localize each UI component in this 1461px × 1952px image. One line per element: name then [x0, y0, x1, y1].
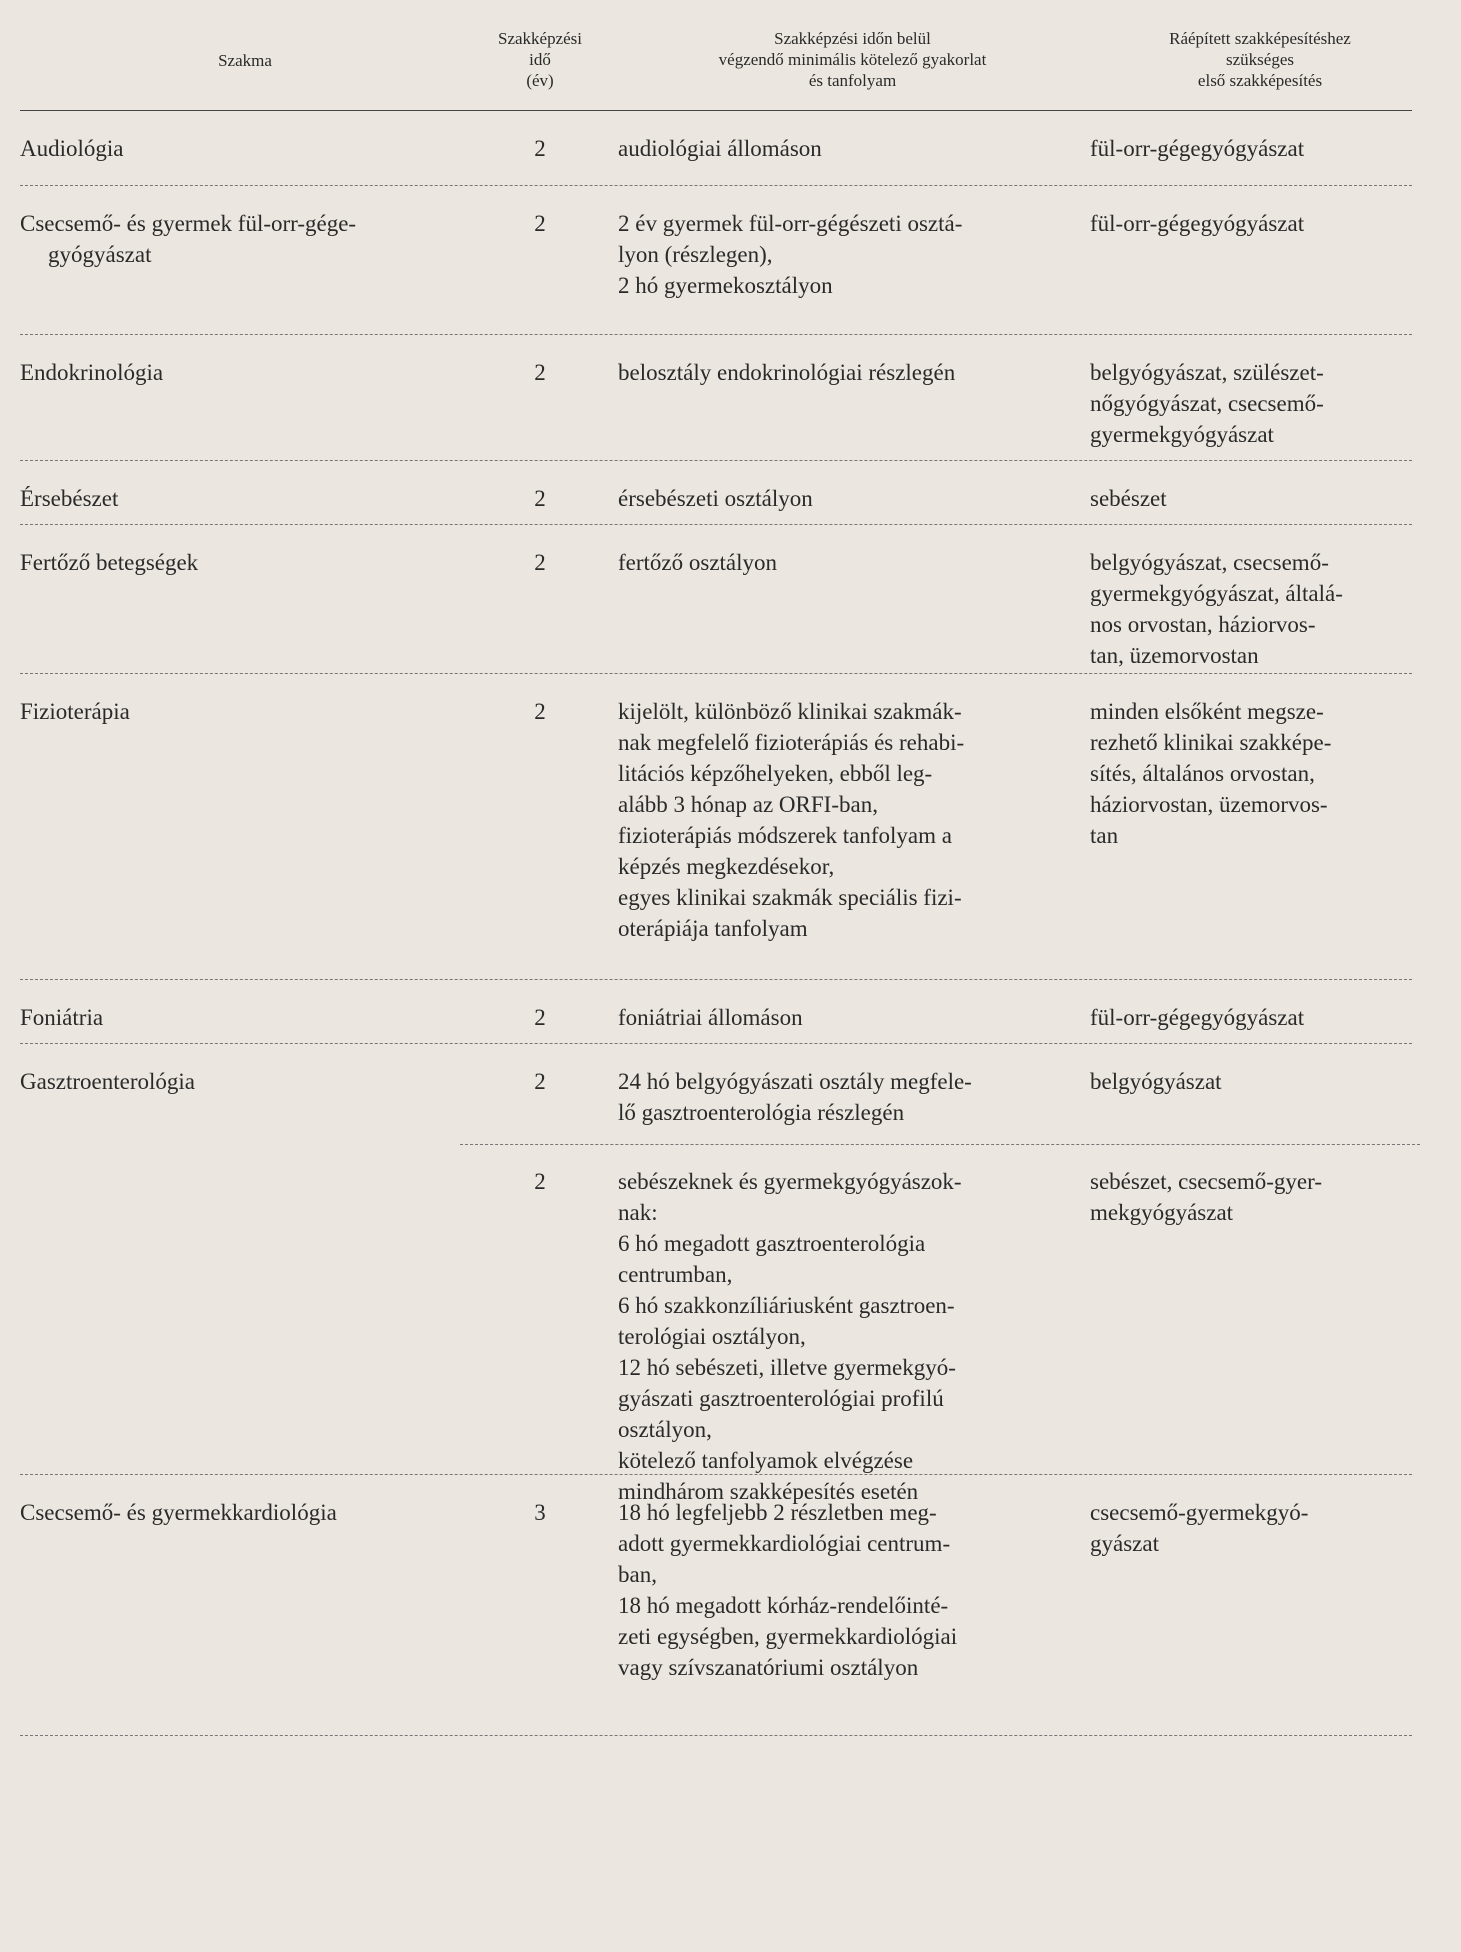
cell-line: 2 hó gyermekosztályon [618, 273, 833, 298]
duration-years [520, 1497, 560, 1528]
cell-line: 12 hó sebészeti, illetve gyermekgyó- [618, 1355, 956, 1380]
training-requirements [618, 1166, 1073, 1507]
cell-line: fizioterápiás módszerek tanfolyam a [618, 823, 952, 848]
table-row [20, 461, 1412, 525]
specialty-name [20, 483, 470, 514]
header-duration: Szakképzési idő (év) [497, 29, 583, 90]
table-body [20, 111, 1412, 1736]
training-requirements [618, 483, 1073, 514]
specialty-name [20, 133, 470, 164]
specialty-name [20, 547, 470, 578]
cell-line: 2 év gyermek fül-orr-gégészeti osztá- [618, 211, 963, 236]
cell-line: lő gasztroenterológia részlegén [618, 1100, 905, 1125]
specialty-name [20, 696, 470, 727]
table-row [20, 674, 1412, 980]
cell-line: 2 [534, 1169, 546, 1194]
cell-line: sítés, általános orvostan, [1090, 761, 1315, 786]
duration-years [520, 133, 560, 164]
table-row [20, 980, 1412, 1044]
duration-years [520, 1166, 560, 1197]
prerequisite-qualification [1090, 483, 1420, 514]
prerequisite-qualification [1090, 133, 1420, 164]
prerequisite-qualification [1090, 1497, 1420, 1559]
prerequisite-qualification [1090, 1002, 1420, 1033]
cell-line: tan [1090, 823, 1119, 848]
cell-line: mekgyógyászat [1090, 1200, 1234, 1225]
cell-line: Gasztroenterológia [20, 1069, 195, 1094]
cell-line: foniátriai állomáson [618, 1005, 803, 1030]
cell-line: egyes klinikai szakmák speciális fizi- [618, 885, 962, 910]
cell-line: sebészet, csecsemő-gyer- [1090, 1169, 1322, 1194]
header-prerequisite: Ráépített szakképesítéshez szükséges első szakképesítés [1169, 29, 1351, 90]
cell-line: mindhárom szakképesítés esetén [618, 1479, 919, 1504]
cell-line: 2 [534, 211, 546, 236]
cell-line: Csecsemő- és gyermekkardiológia [20, 1500, 337, 1525]
specialty-name [20, 208, 470, 270]
cell-line: 3 [534, 1500, 546, 1525]
cell-line: Érsebészet [20, 486, 119, 511]
cell-line: gyászat [1090, 1531, 1159, 1556]
cell-line: 2 [534, 699, 546, 724]
cell-line: sebészet [1090, 486, 1167, 511]
training-requirements [618, 696, 1073, 944]
cell-line: 6 hó megadott gasztroenterológia [618, 1231, 926, 1256]
cell-line: Endokrinológia [20, 360, 164, 385]
cell-line: 18 hó legfeljebb 2 részletben meg- [618, 1500, 937, 1525]
cell-line: nak megfelelő fizioterápiás és rehabi- [618, 730, 965, 755]
cell-line: háziorvostan, üzemorvos- [1090, 792, 1328, 817]
cell-line: kötelező tanfolyamok elvégzése [618, 1448, 914, 1473]
cell-line: terológiai osztályon, [618, 1324, 806, 1349]
duration-years [520, 547, 560, 578]
cell-line: fül-orr-gégegyógyászat [1090, 136, 1305, 161]
cell-line: belosztály endokrinológiai részlegén [618, 360, 956, 385]
table-row [20, 525, 1412, 674]
cell-line: nőgyógyászat, csecsemő- [1090, 391, 1324, 416]
cell-line: sebészeknek és gyermekgyógyászok- [618, 1169, 962, 1194]
duration-years [520, 208, 560, 239]
cell-line: lyon (részlegen), [618, 242, 773, 267]
cell-line: nak: [618, 1200, 658, 1225]
sub-row-separator [460, 1144, 1420, 1145]
cell-line: rezhető klinikai szakképe- [1090, 730, 1332, 755]
cell-line: 2 [534, 360, 546, 385]
cell-line: Audiológia [20, 136, 124, 161]
cell-line: 24 hó belgyógyászati osztály megfele- [618, 1069, 972, 1094]
header-specialty: Szakma [218, 51, 272, 70]
cell-line: képzés megkezdésekor, [618, 854, 835, 879]
table-row [20, 186, 1412, 335]
cell-line: 2 [534, 486, 546, 511]
duration-years [520, 357, 560, 388]
cell-line: nos orvostan, háziorvos- [1090, 612, 1316, 637]
table-row [20, 111, 1412, 186]
table-row [20, 1144, 1412, 1504]
training-requirements [618, 547, 1073, 578]
cell-line: csecsemő-gyermekgyó- [1090, 1500, 1309, 1525]
specialty-name [20, 1002, 470, 1033]
duration-years [520, 696, 560, 727]
cell-line: fertőző osztályon [618, 550, 778, 575]
cell-line: fül-orr-gégegyógyászat [1090, 211, 1305, 236]
cell-line: audiológiai állomáson [618, 136, 822, 161]
table-row [20, 335, 1412, 461]
prerequisite-qualification [1090, 547, 1420, 671]
cell-line: gyermekgyógyászat, általá- [1090, 581, 1343, 606]
cell-line: Foniátria [20, 1005, 104, 1030]
cell-line: osztályon, [618, 1417, 712, 1442]
cell-line: 2 [534, 136, 546, 161]
cell-line: érsebészeti osztályon [618, 486, 813, 511]
cell-line: belgyógyászat, csecsemő- [1090, 550, 1329, 575]
cell-line: centrumban, [618, 1262, 733, 1287]
cell-line: belgyógyászat, szülészet- [1090, 360, 1324, 385]
cell-line: zeti egységben, gyermekkardiológiai [618, 1624, 958, 1649]
cell-line: kijelölt, különböző klinikai szakmák- [618, 699, 962, 724]
training-requirements [618, 208, 1073, 301]
training-requirements [618, 133, 1073, 164]
cell-line: gyógyászat [48, 242, 152, 267]
cell-line: belgyógyászat [1090, 1069, 1222, 1094]
training-requirements [618, 1066, 1073, 1128]
prerequisite-qualification [1090, 1166, 1420, 1228]
specialty-table [20, 20, 1412, 1736]
table-header [20, 20, 1412, 111]
specialty-name [20, 1497, 470, 1528]
cell-line: Fertőző betegségek [20, 550, 199, 575]
cell-line: gyermekgyógyászat [1090, 422, 1274, 447]
prerequisite-qualification [1090, 1066, 1420, 1097]
duration-years [520, 1002, 560, 1033]
cell-line: alább 3 hónap az ORFI-ban, [618, 792, 878, 817]
prerequisite-qualification [1090, 357, 1420, 450]
cell-line: oterápiája tanfolyam [618, 916, 808, 941]
cell-line: 2 [534, 1005, 546, 1030]
training-requirements [618, 1497, 1073, 1683]
table-row [20, 1044, 1412, 1144]
cell-line: gyászati gasztroenterológiai profilú [618, 1386, 944, 1411]
cell-line: adott gyermekkardiológiai centrum- [618, 1531, 951, 1556]
cell-line: litációs képzőhelyeken, ebből leg- [618, 761, 933, 786]
cell-line: 2 [534, 1069, 546, 1094]
cell-line: ban, [618, 1562, 657, 1587]
prerequisite-qualification [1090, 208, 1420, 239]
training-requirements [618, 1002, 1073, 1033]
cell-line: minden elsőként megsze- [1090, 699, 1324, 724]
cell-line: Fizioterápia [20, 699, 130, 724]
table-row [20, 1475, 1412, 1736]
cell-line: fül-orr-gégegyógyászat [1090, 1005, 1305, 1030]
header-training: Szakképzési időn belül végzendő minimális kötelező gyakorlat és tanfolyam [718, 29, 987, 90]
cell-line: tan, üzemorvostan [1090, 643, 1259, 668]
cell-line: Csecsemő- és gyermek fül-orr-gége- [20, 211, 357, 236]
prerequisite-qualification [1090, 696, 1420, 851]
training-requirements [618, 357, 1073, 388]
cell-line: 18 hó megadott kórház-rendelőinté- [618, 1593, 949, 1618]
duration-years [520, 1066, 560, 1097]
specialty-name [20, 1066, 470, 1097]
cell-line: 2 [534, 550, 546, 575]
specialty-name [20, 357, 470, 388]
cell-line: 6 hó szakkonzíliáriusként gasztroen- [618, 1293, 955, 1318]
cell-line: vagy szívszanatóriumi osztályon [618, 1655, 919, 1680]
duration-years [520, 483, 560, 514]
